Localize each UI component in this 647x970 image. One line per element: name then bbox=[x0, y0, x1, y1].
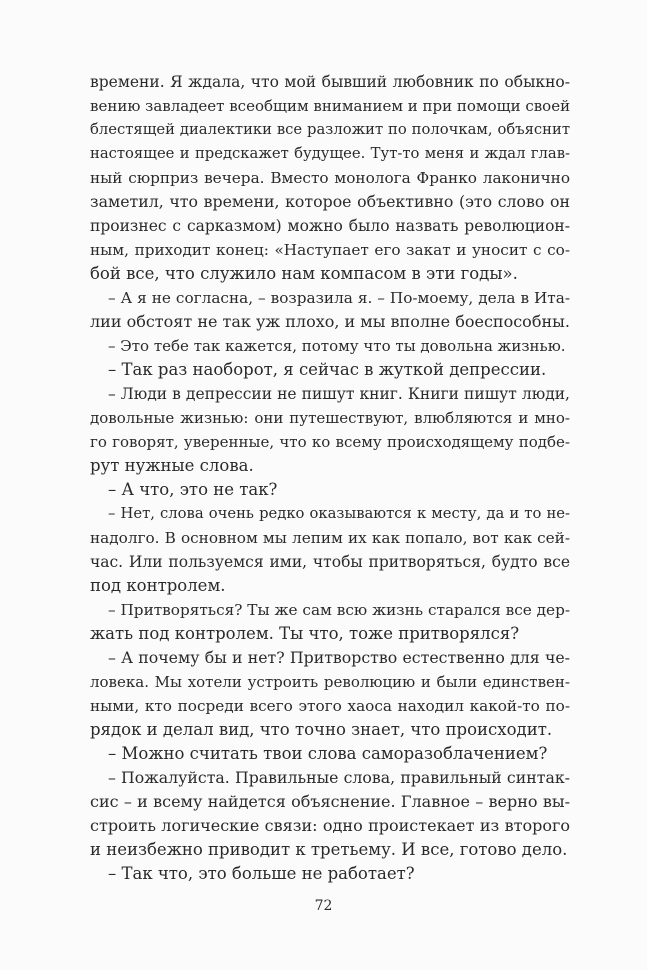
text-line: довольные жизнью: они путешествуют, влюбляются и мно- bbox=[90, 409, 570, 427]
text-line: – Притворяться? Ты же сам всю жизнь старался все дер- bbox=[108, 601, 570, 619]
page-number: 72 bbox=[314, 898, 333, 914]
text-line: и неизбежно приводит к третьему. И все, готово дело. bbox=[90, 840, 568, 859]
text-line: под контролем. bbox=[90, 576, 226, 595]
text-line: – А я не согласна, – возразила я. – По-моему, дела в Ита- bbox=[108, 289, 570, 307]
text-line: – Нет, слова очень редко оказываются к месту, да и то не- bbox=[108, 505, 570, 522]
text-line: – Можно считать твои слова саморазоблачением? bbox=[108, 744, 548, 763]
text-line: го говорят, уверенные, что ко всему происходящему подбе- bbox=[90, 433, 570, 451]
text-line: рут нужные слова. bbox=[90, 456, 254, 475]
text-line: – Так что, это больше не работает? bbox=[108, 864, 415, 883]
text-line: сис – и всему найдется объяснение. Главное – верно вы- bbox=[90, 792, 570, 811]
text-line: лии обстоят не так уж плохо, и мы вполне боеспособны. bbox=[90, 312, 570, 331]
text-line: вению завладеет всеобщим вниманием и при помощи своей bbox=[90, 97, 571, 115]
text-line: ными, кто посреди всего этого хаоса находил какой-то по- bbox=[90, 697, 570, 715]
text-line: час. Или пользуемся ими, чтобы притворяться, будто все bbox=[90, 553, 570, 571]
text-line: – Люди в депрессии не пишут книг. Книги пишут люди, bbox=[108, 385, 570, 403]
text-line: – Пожалуйста. Правильные слова, правильный синтак- bbox=[108, 768, 570, 787]
text-line: бой все, что служило нам компасом в эти годы». bbox=[90, 264, 518, 283]
text-line: – А что, это не так? bbox=[108, 480, 278, 499]
text-line: надолго. В основном мы лепим их как попало, вот как сей- bbox=[90, 529, 570, 547]
text-line: блестящей диалектики все разложит по полочкам, объяснит bbox=[90, 121, 570, 138]
text-line: ловека. Мы хотели устроить революцию и были единствен- bbox=[90, 673, 570, 691]
text-line: жать под контролем. Ты что, тоже притворялся? bbox=[90, 624, 520, 643]
text-line: произнес с сарказмом) можно было назвать революцион- bbox=[90, 217, 570, 235]
text-line: – Это тебе так кажется, потому что ты довольна жизнью. bbox=[108, 337, 566, 355]
body-text bbox=[90, 70, 570, 886]
text-line: рядок и делал вид, что точно знает, что происходит. bbox=[90, 720, 553, 739]
text-line: ный сюрприз вечера. Вместо монолога Франко лаконично bbox=[90, 169, 570, 187]
text-line: времени. Я ждала, что мой бывший любовник по обыкно- bbox=[90, 73, 570, 91]
text-line: строить логические связи: одно проистекает из второго bbox=[90, 816, 570, 835]
text-line: – Так раз наоборот, я сейчас в жуткой депрессии. bbox=[108, 360, 547, 379]
text-line: – А почему бы и нет? Притворство естественно для че- bbox=[108, 648, 570, 667]
text-line: настоящее и предскажет будущее. Тут-то меня и ждал глав- bbox=[90, 145, 570, 162]
text-line: ным, приходит конец: «Наступает его закат и уносит с со- bbox=[90, 241, 570, 259]
text-line: заметил, что времени, которое объективно (это слово он bbox=[90, 192, 570, 211]
